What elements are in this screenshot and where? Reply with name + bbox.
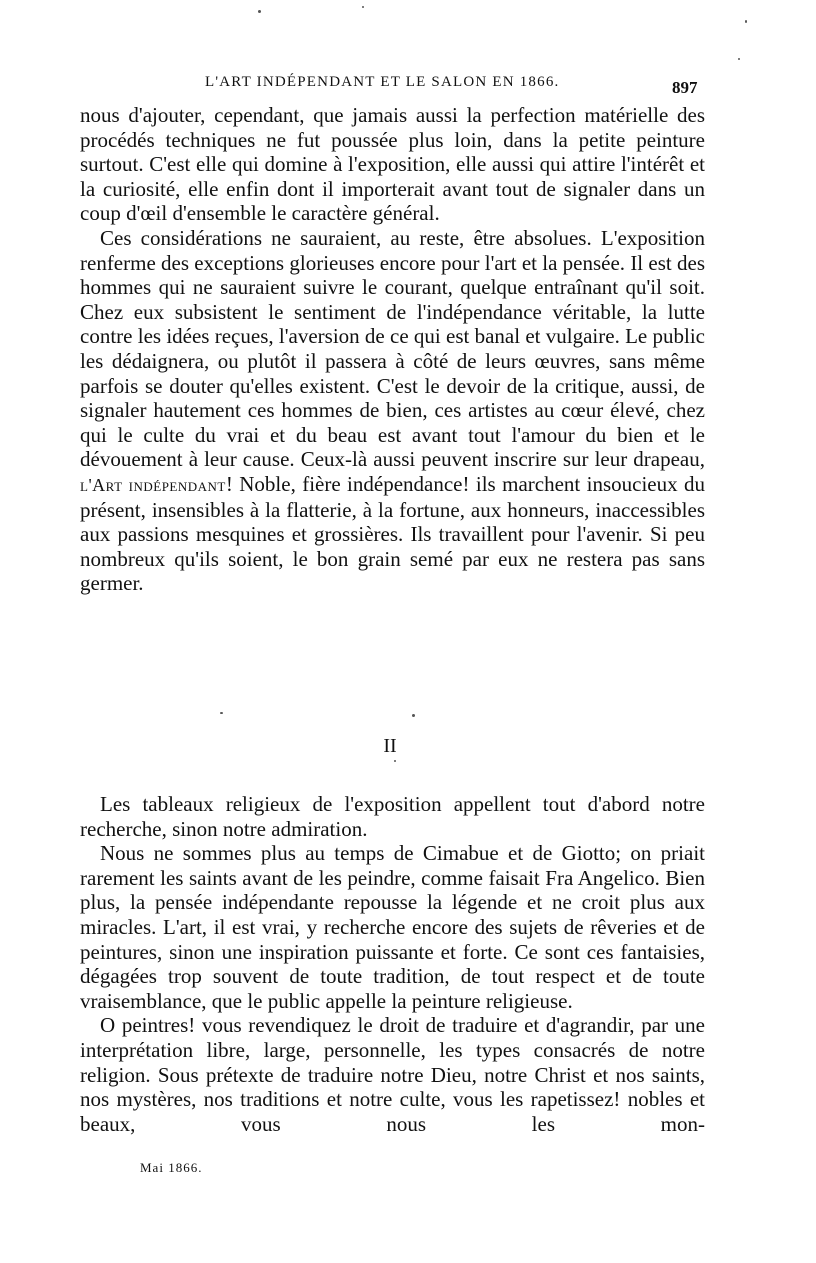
scan-speck: [738, 58, 740, 60]
scan-speck: [258, 10, 261, 13]
section-2-text: [80, 792, 705, 1136]
scan-speck: [394, 760, 396, 762]
scan-speck: [412, 714, 415, 717]
paragraph-2: [80, 226, 705, 596]
paragraph-4: Nous ne sommes plus au temps de Cimabue et de Giotto; on priait rarement les saints avant de les peindre, comme faisait Fra Angelico. Bien plus, la pensée indépendante repousse la légende et ne croit plus aux miracles. L'art, il est vrai, y recherche encore des sujets de rêveries et de peintures, sinon une inspiration puissante et forte. Ce sont ces fantaisies, dégagées trop souvent de toute tradition, de tout respect et de toute vraisemblance, que le public appelle la peinture religieuse.: [80, 841, 705, 1013]
paragraph-3: Les tableaux religieux de l'exposition appellent tout d'abord notre recherche, sinon notre admiration.: [80, 792, 705, 841]
footer-signature: Mai 1866.: [140, 1160, 203, 1175]
running-head: L'ART INDÉPENDANT ET LE SALON EN 1866.: [205, 74, 560, 90]
paragraph-2-text-b: ! Noble, fière indépendance! ils marchent insoucieux du présent, insensibles à la flatterie, à la fortune, aux honneurs, inaccessibles aux passions mesquines et grossières. Ils travaillent pour l'avenir. Si peu nombreux qu'ils soient, le bon grain semé par eux ne restera pas sans germer.: [80, 471, 705, 596]
page-number: 897: [672, 78, 698, 97]
paragraph-1: nous d'ajouter, cependant, que jamais aussi la perfection matérielle des procédés techniques ne fut poussée plus loin, dans la petite peinture surtout. C'est elle qui domine à l'exposition, elle aussi qui attire l'intérêt et la curiosité, elle enfin dont il importerait avant tout de signaler dans un coup d'œil d'ensemble le caractère général.: [80, 103, 705, 226]
art-independant-smallcaps: l'Art indépendant: [80, 474, 226, 495]
scan-speck: [220, 712, 223, 714]
scan-speck: [745, 20, 747, 23]
scan-speck: [362, 6, 364, 8]
paragraph-5: O peintres! vous revendiquez le droit de traduire et d'agrandir, par une interprétation libre, large, personnelle, les types consacrés de notre religion. Sous prétexte de traduire notre Dieu, notre Christ et nos saints, nos mystères, nos traditions et notre culte, vous les rapetissez! nobles et beaux, vous nous les mon-: [80, 1013, 705, 1136]
section-heading-roman-numeral: II: [383, 735, 397, 757]
paragraph-2-text-a: Ces considérations ne sauraient, au reste, être absolues. L'exposition renferme des exceptions glorieuses encore pour l'art et la pensée. Il est des hommes qui ne sauraient suivre le courant, quelque entraînant qu'il soit. Chez eux subsistent le sentiment de l'indépendance véritable, la lutte contre les idées reçues, l'aversion de ce qui est banal et vulgaire. Le public les dédaignera, ou plutôt il passera à côté de leurs œuvres, sans même parfois se douter qu'elles existent. C'est le devoir de la critique, aussi, de signaler hautement ces hommes de bien, ces artistes au cœur élevé, chez qui le culte du vrai et du beau est avant tout l'amour du bien et le dévouement à leur cause. Ceux-là aussi peuvent inscrire sur leur drapeau,: [80, 225, 705, 472]
section-1-text: [80, 103, 705, 596]
